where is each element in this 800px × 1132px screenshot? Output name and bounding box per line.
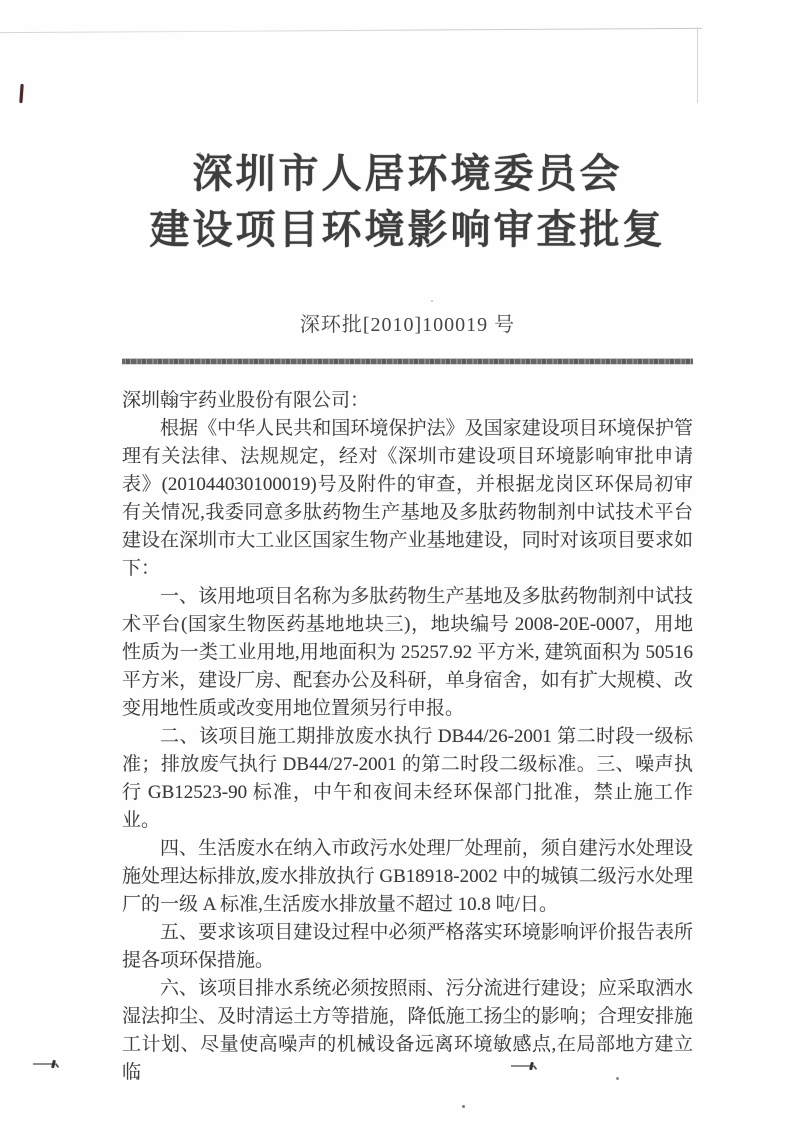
header-divider-rule bbox=[122, 358, 693, 365]
paragraph: 一、该用地项目名称为多肽药物生产基地及多肽药物制剂中试技术平台(国家生物医药基地地块三)，地块编号 2008-20E-0007，用地性质为一类工业用地,用地面积为 25257.92 平方米, 建筑面积为 50516 平方米，建设厂房、配套办公及科研，单身宿舍，如有扩大规模、改变用地性质或改变用地位置须另行申报。 bbox=[122, 586, 693, 719]
salutation: 深圳翰宇药业股份有限公司： bbox=[122, 390, 370, 411]
paragraph: 二、该项目施工期排放废水执行 DB44/26-2001 第二时段一级标准；排放废气执行 DB44/27-2001 的第二时段二级标准。三、噪声执行 GB12523-90 标准，中午和夜间未经环保部门批准，禁止施工作业。 bbox=[122, 726, 693, 831]
document-number: 深环批[2010]100019 号 bbox=[299, 314, 516, 336]
arrow-tick bbox=[55, 1063, 60, 1068]
document-title-line1: 深圳市人居环境委员会 bbox=[192, 151, 623, 196]
document-body bbox=[122, 387, 693, 1087]
paragraph: 五、要求该项目建设过程中必须严格落实环境影响评价报告表所提各项环保措施。 bbox=[122, 922, 693, 971]
arrow-mark-left-icon bbox=[33, 1058, 61, 1070]
page-edge-vertical bbox=[697, 27, 698, 103]
pen-mark bbox=[19, 84, 23, 103]
paragraph: 四、生活废水在纳入市政污水处理厂处理前，须自建污水处理设施处理达标排放,废水排放执行 GB18918-2002 中的城镇二级污水处理厂的一级 A 标准,生活废水排放量不超过 10.8 吨/日。 bbox=[122, 838, 693, 915]
paragraph: 根据《中华人民共和国环境保护法》及国家建设项目环境保护管理有关法律、法规规定，经对《深圳市建设项目环境影响审批申请表》(201044030100019)号及附件的审查，并根据龙岗区环保局初审有关情况,我委同意多肽药物生产基地及多肽药物制剂中试技术平台建设在深圳市大工业区国家生物产业基地建设，同时对该项目要求如下： bbox=[122, 418, 693, 579]
document-title-line2: 建设项目环境影响审查批复 bbox=[149, 207, 666, 252]
paragraph-list bbox=[122, 415, 693, 1087]
paragraph: 六、该项目排水系统必须按照雨、污分流进行建设；应采取洒水湿法抑尘、及时清运土方等措施，降低施工扬尘的影响；合理安排施工计划、尽量使高噪声的机械设备远离环境敏感点,在局部地方建立临 bbox=[122, 978, 693, 1083]
document-content bbox=[122, 0, 693, 1087]
dust-speck bbox=[462, 1105, 465, 1108]
document-header bbox=[122, 146, 693, 258]
